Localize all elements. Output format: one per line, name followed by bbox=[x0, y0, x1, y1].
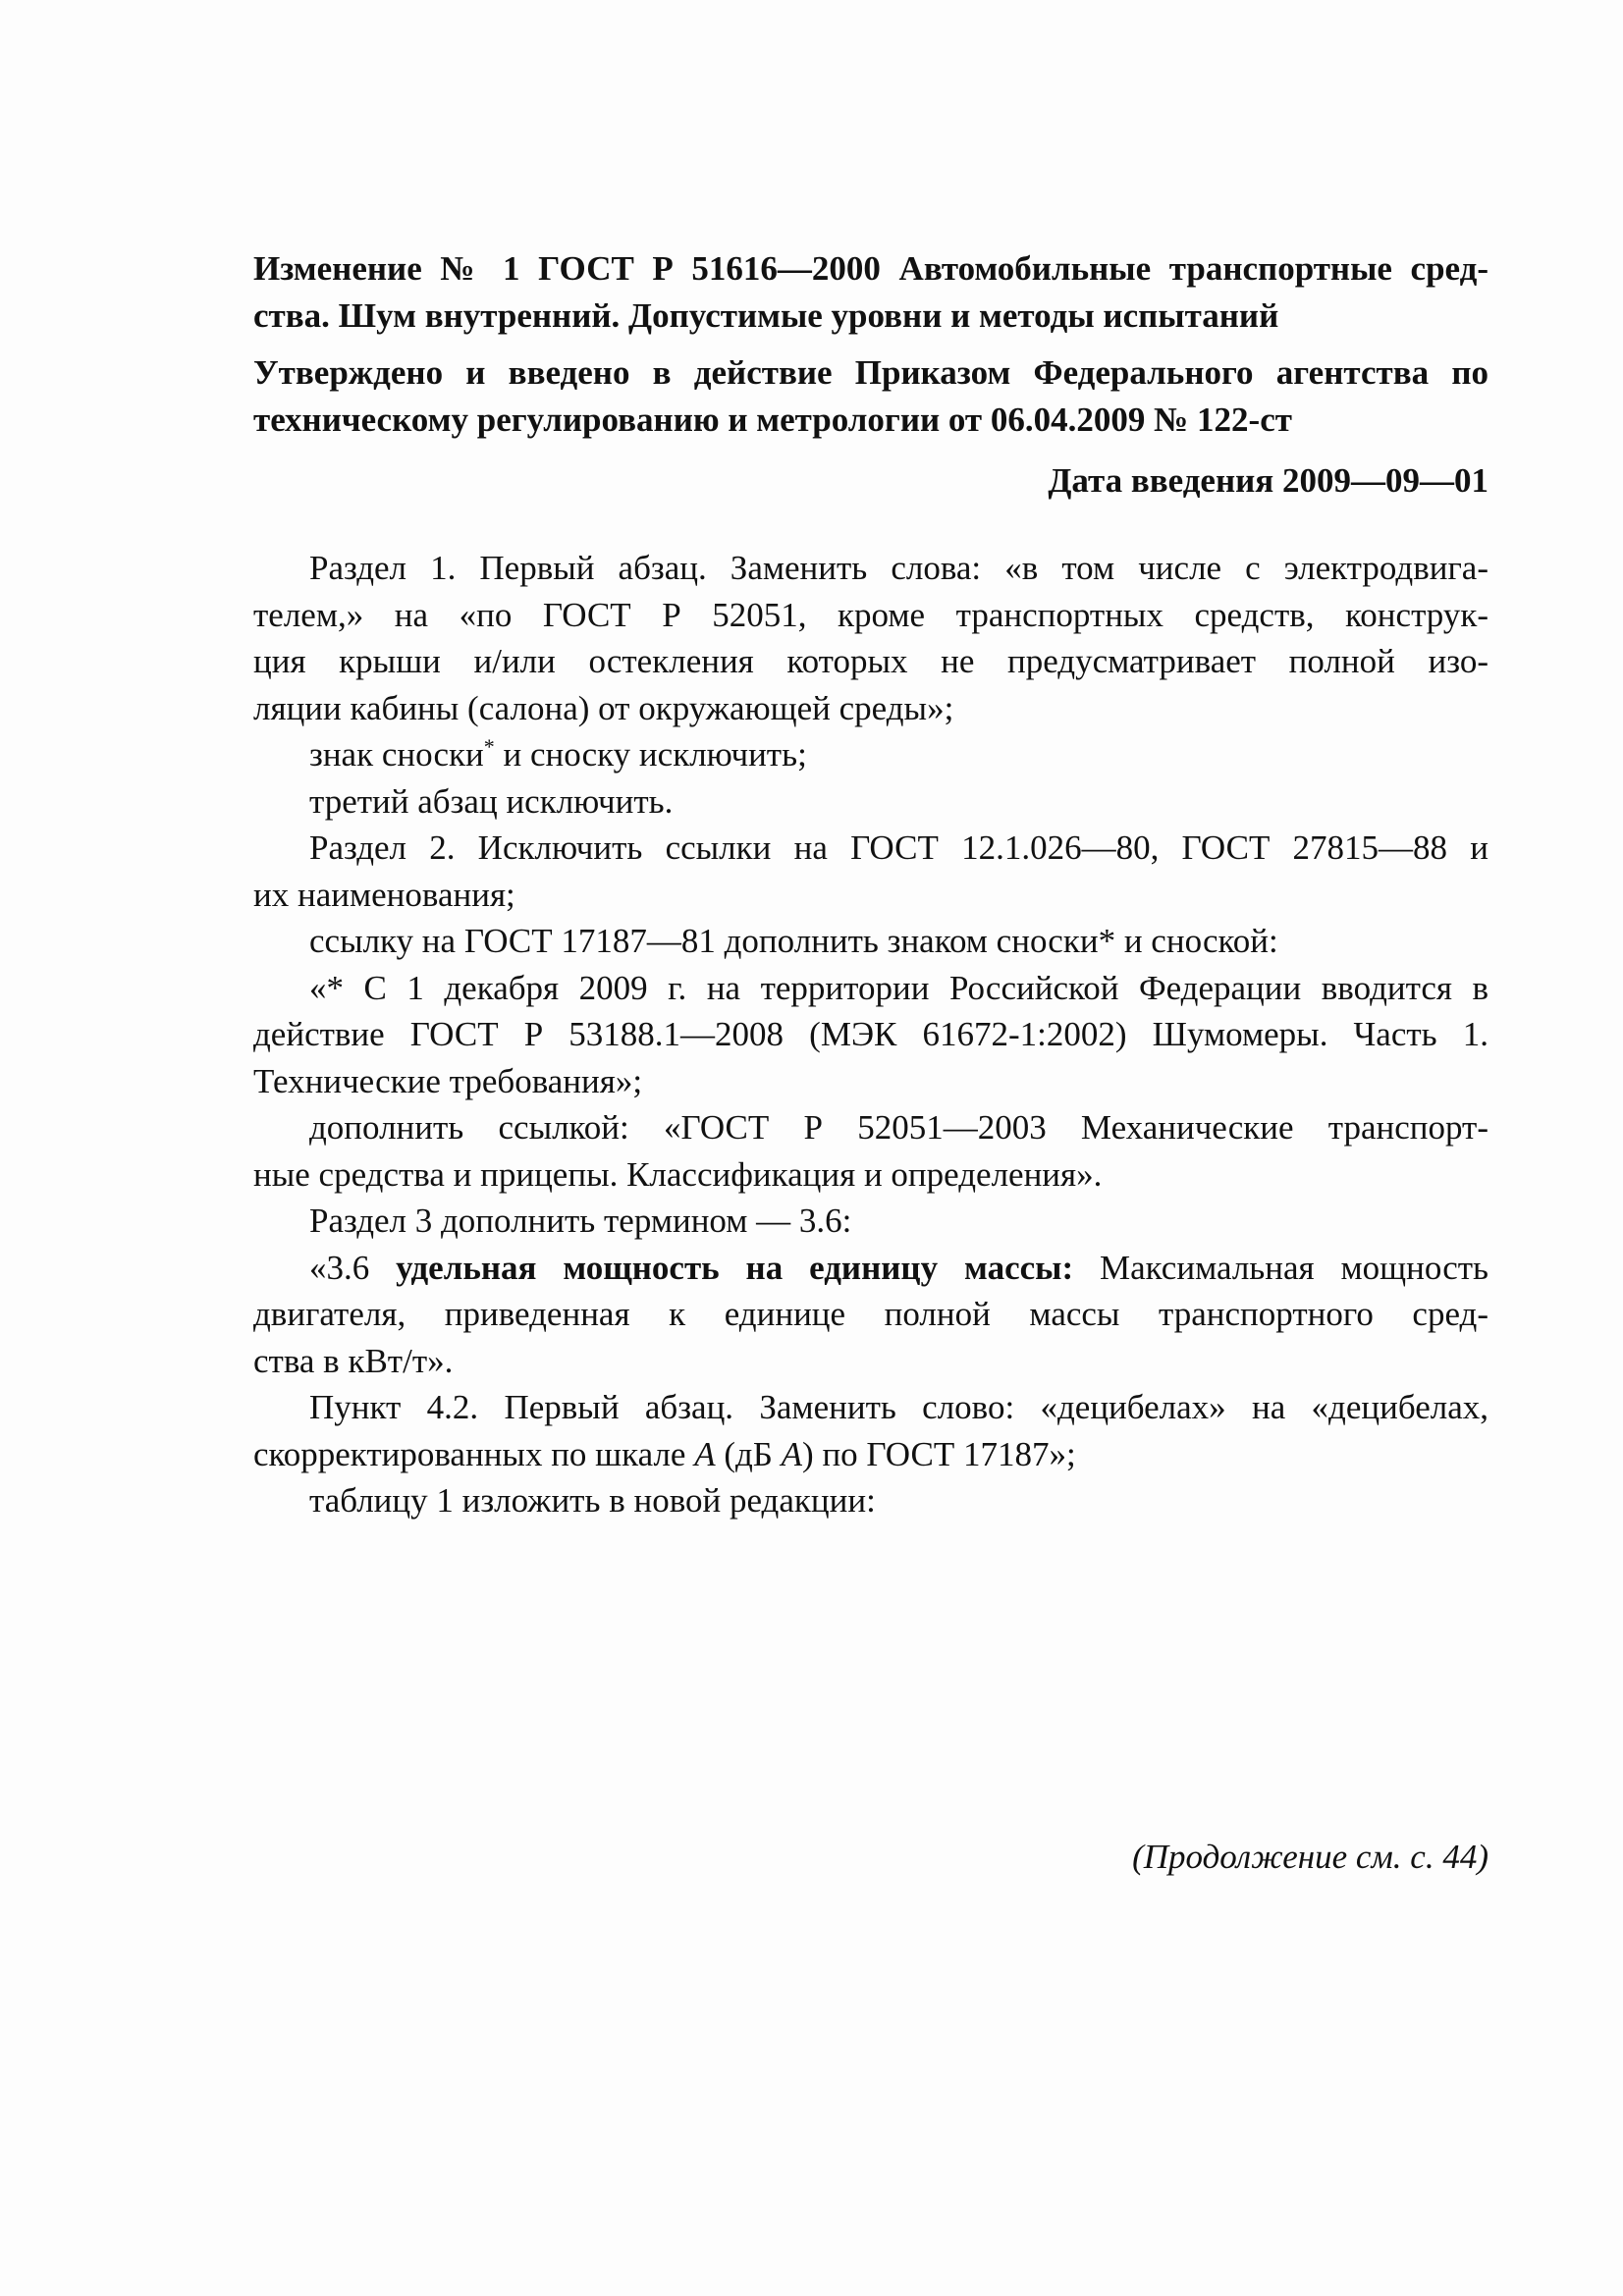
text-line: действие ГОСТ Р 53188.1—2008 (МЭК 61672-1:2002) Шумомеры. Часть 1. bbox=[253, 1015, 1488, 1053]
amendment-title-line-1: Изменение № 1 ГОСТ Р 51616—2000 Автомобильные транспортные сред- bbox=[253, 249, 1488, 288]
text-line: Технические требования»; bbox=[253, 1061, 643, 1100]
text-fragment: (дБ bbox=[715, 1434, 782, 1473]
text-line: Раздел 2. Исключить ссылки на ГОСТ 12.1.026—80, ГОСТ 27815—88 и bbox=[309, 828, 1488, 867]
text-line: ляции кабины (салона) от окружающей среды»; bbox=[253, 688, 954, 727]
approval-line-1: Утверждено и введено в действие Приказом Федерального агентства по bbox=[253, 353, 1488, 392]
paragraph-term-3-6 bbox=[253, 1245, 1488, 1385]
text-line bbox=[253, 1431, 1488, 1478]
text-fragment: скорректированных по шкале bbox=[253, 1434, 695, 1473]
amendment-title-line-2: ства. Шум внутренний. Допустимые уровни и методы испытаний bbox=[253, 296, 1279, 335]
approval-line-2: техническому регулированию и метрологии от 06.04.2009 № 122-ст bbox=[253, 400, 1292, 439]
text-line: «* С 1 декабря 2009 г. на территории Российской Федерации вводится в bbox=[309, 968, 1488, 1007]
text-fragment: и сноску исключить; bbox=[494, 735, 807, 774]
paragraph-section-1 bbox=[253, 545, 1488, 731]
text-line: Раздел 1. Первый абзац. Заменить слова: «в том числе с электродвига- bbox=[309, 549, 1488, 587]
text-fragment: знак сноски bbox=[309, 735, 484, 774]
text-line: дополнить ссылкой: «ГОСТ Р 52051—2003 Механические транспорт- bbox=[309, 1108, 1488, 1147]
paragraph-third-para bbox=[253, 778, 1488, 826]
term-definition: удельная мощность на единицу массы: bbox=[396, 1248, 1074, 1287]
text-line: ция крыши и/или остекления которых не предусматривает полной изо- bbox=[253, 642, 1488, 680]
text-line: третий абзац исключить. bbox=[309, 781, 674, 821]
paragraph-footnote-sign bbox=[253, 731, 1488, 778]
paragraph-item-4-2 bbox=[253, 1384, 1488, 1477]
text-line: телем,» на «по ГОСТ Р 52051, кроме транспортных средств, конструк- bbox=[253, 595, 1488, 634]
paragraph-section-3 bbox=[253, 1198, 1488, 1245]
scale-letter: А bbox=[781, 1434, 803, 1473]
effective-date: Дата введения 2009—09—01 bbox=[1048, 461, 1488, 500]
text-line bbox=[253, 731, 1488, 778]
paragraph-table-1 bbox=[253, 1477, 1488, 1524]
continuation-note: (Продолжение см. с. 44) bbox=[1132, 1838, 1488, 1876]
text-line: ссылку на ГОСТ 17187—81 дополнить знаком сноски* и сноской: bbox=[309, 922, 1278, 960]
text-fragment: Максимальная мощность bbox=[1073, 1248, 1489, 1287]
text-line: таблицу 1 изложить в новой редакции: bbox=[309, 1481, 876, 1520]
text-line: ства в кВт/т». bbox=[253, 1341, 454, 1380]
text-fragment: «3.6 bbox=[309, 1248, 397, 1287]
text-line: Раздел 3 дополнить термином — 3.6: bbox=[309, 1201, 852, 1240]
text-fragment: ) по ГОСТ 17187»; bbox=[802, 1434, 1076, 1473]
text-line: двигателя, приведенная к единице полной массы транспортного сред- bbox=[253, 1295, 1488, 1333]
text-line bbox=[253, 1245, 1488, 1292]
paragraph-section-2 bbox=[253, 825, 1488, 918]
document-header bbox=[253, 245, 1488, 505]
paragraph-add-reference bbox=[253, 1104, 1488, 1198]
text-line: их наименования; bbox=[253, 875, 515, 914]
paragraph-reference-17187 bbox=[253, 918, 1488, 965]
document-body bbox=[253, 545, 1488, 1524]
scale-letter: А bbox=[694, 1434, 716, 1473]
text-line: Пункт 4.2. Первый абзац. Заменить слово: «децибелах» на «децибелах, bbox=[309, 1388, 1488, 1426]
paragraph-footnote-text bbox=[253, 965, 1488, 1105]
text-line: ные средства и прицепы. Классификация и определения». bbox=[253, 1154, 1103, 1194]
footnote-mark: * bbox=[483, 734, 495, 759]
